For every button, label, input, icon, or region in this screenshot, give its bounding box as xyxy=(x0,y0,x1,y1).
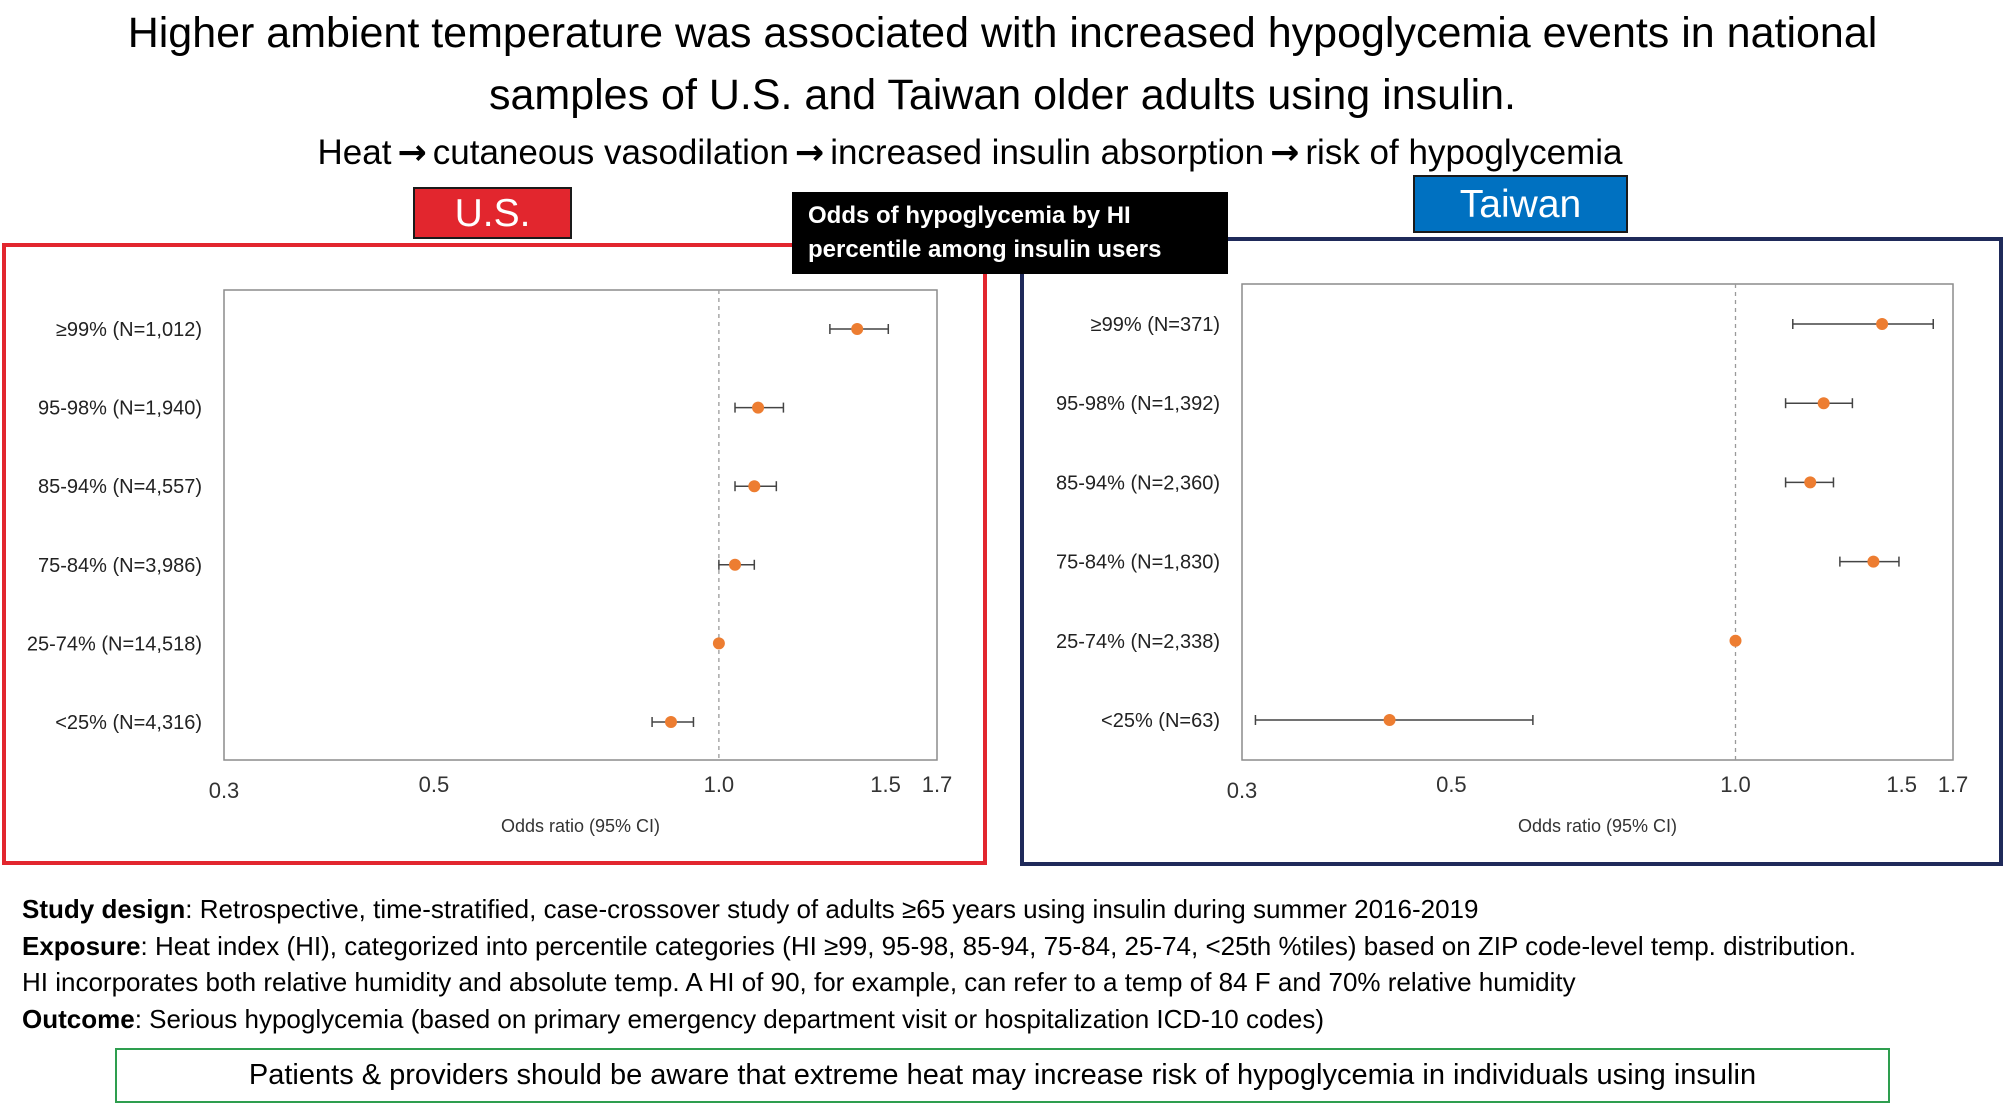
note-text: : Retrospective, time-stratified, case-crossover study of adults ≥65 years using insulin during summer 2016-2019 xyxy=(185,894,1479,924)
mechanism-step-heat: Heat xyxy=(317,133,392,172)
note-text: : Serious hypoglycemia (based on primary emergency department visit or hospitalization ICD-10 codes) xyxy=(134,1003,1325,1034)
note-exposure xyxy=(22,928,1992,965)
taiwan-panel-label: Taiwan xyxy=(1413,175,1628,233)
note-study-design xyxy=(22,891,1992,928)
x-tick-label: 1.7 xyxy=(1937,772,1969,797)
odds-ratio-point xyxy=(1729,635,1741,647)
note-outcome xyxy=(22,1001,1992,1038)
row-label: 95-98% (N=1,392) xyxy=(1056,393,1220,416)
odds-ratio-point xyxy=(1818,397,1830,409)
us-panel-label: U.S. xyxy=(413,187,572,239)
row-label: 75-84% (N=3,986) xyxy=(38,554,202,577)
odds-ratio-point xyxy=(1804,476,1816,488)
x-tick-label: 0.5 xyxy=(1436,772,1467,797)
row-label: 75-84% (N=1,830) xyxy=(1056,551,1220,574)
x-tick-label: 0.3 xyxy=(1226,778,1258,803)
row-label: 85-94% (N=2,360) xyxy=(1056,472,1220,495)
conclusion-box: Patients & providers should be aware that extreme heat may increase risk of hypoglycemia in individuals using insulin xyxy=(115,1048,1890,1103)
odds-ratio-point xyxy=(1876,318,1888,330)
odds-ratio-point xyxy=(1867,556,1879,568)
note-text: : Heat index (HI), categorized into percentile categories (HI ≥99, 95-98, 85-94, 75-84, 25-74, <25th %tiles) based on ZIP code-level temp. distribution. xyxy=(140,930,1857,961)
row-label: 85-94% (N=4,557) xyxy=(38,476,202,499)
row-label: 25-74% (N=2,338) xyxy=(1056,630,1220,653)
x-tick-label: 1.0 xyxy=(703,772,735,797)
x-tick-label: 1.0 xyxy=(1720,772,1751,797)
x-axis-label: Odds ratio (95% CI) xyxy=(1517,816,1678,836)
x-tick-label: 0.5 xyxy=(418,772,450,797)
study-notes xyxy=(22,891,1992,1037)
mechanism-step-vasodilation: cutaneous vasodilation xyxy=(432,133,789,172)
x-tick-label: 1.5 xyxy=(870,772,901,797)
row-label: <25% (N=63) xyxy=(1101,710,1220,732)
odds-ratio-point xyxy=(1384,714,1396,726)
note-exposure-detail xyxy=(22,964,1992,1001)
note-label: Exposure xyxy=(22,930,141,961)
row-label: ≥99% (N=371) xyxy=(1090,314,1220,336)
x-tick-label: 1.7 xyxy=(921,772,953,797)
right-arrow-icon: → xyxy=(1270,133,1300,173)
plot-area xyxy=(1242,284,1953,760)
row-label: ≥99% (N=1,012) xyxy=(55,319,202,341)
x-tick-label: 1.5 xyxy=(1886,772,1917,797)
right-arrow-icon: → xyxy=(794,133,825,173)
mechanism-step-absorption: increased insulin absorption xyxy=(830,133,1265,172)
right-arrow-icon: → xyxy=(397,133,427,173)
row-label: <25% (N=4,316) xyxy=(55,712,202,734)
row-label: 95-98% (N=1,940) xyxy=(38,397,202,420)
note-label: Outcome xyxy=(22,1003,135,1034)
note-text: HI incorporates both relative humidity and absolute temp. A HI of 90, for example, can refer to a temp of 84 F and 70% relative humidity xyxy=(22,967,1576,997)
x-tick-label: 0.3 xyxy=(208,778,240,803)
chart-caption: Odds of hypoglycemia by HI percentile among insulin users xyxy=(792,192,1228,274)
row-label: 25-74% (N=14,518) xyxy=(26,633,202,656)
x-axis-label: Odds ratio (95% CI) xyxy=(500,816,661,836)
page-title: Higher ambient temperature was associated with increased hypoglycemia events in national samples of U.S. and Taiwan older adults using insulin. xyxy=(127,9,1878,119)
note-label: Study design xyxy=(22,894,186,924)
mechanism-step-risk: risk of hypoglycemia xyxy=(1305,133,1623,172)
